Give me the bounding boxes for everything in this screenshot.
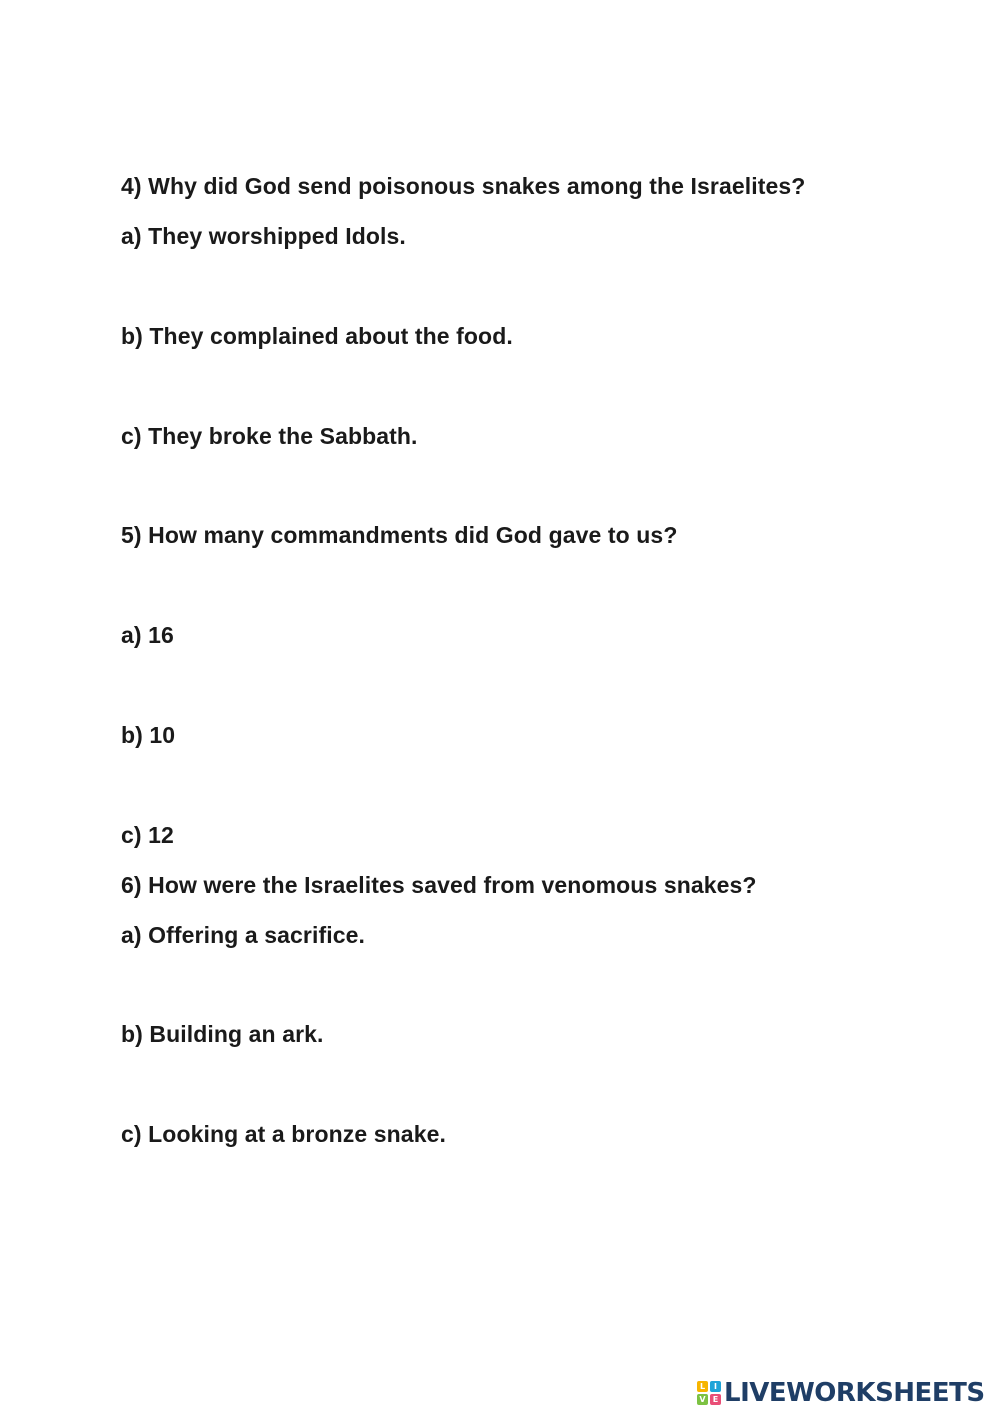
question-5-option-a[interactable]: a) 16 (121, 622, 174, 648)
question-6-text: 6) How were the Israelites saved from venomous snakes? (121, 872, 757, 898)
question-6-option-c[interactable]: c) Looking at a bronze snake. (121, 1121, 446, 1147)
liveworksheets-logo-icon (697, 1381, 721, 1405)
logo-square-i: I (710, 1381, 721, 1392)
question-6-option-b[interactable]: b) Building an ark. (121, 1021, 324, 1047)
question-4-option-c[interactable]: c) They broke the Sabbath. (121, 423, 418, 449)
question-5-option-c[interactable]: c) 12 (121, 822, 174, 848)
logo-square-l: L (697, 1381, 708, 1392)
question-4-text: 4) Why did God send poisonous snakes among the Israelites? (121, 173, 806, 199)
question-5-option-b[interactable]: b) 10 (121, 722, 176, 748)
brand-name: LIVEWORKSHEETS (724, 1378, 985, 1408)
question-6-option-a[interactable]: a) Offering a sacrifice. (121, 922, 365, 948)
question-5-text: 5) How many commandments did God gave to us? (121, 522, 678, 548)
question-4-option-b[interactable]: b) They complained about the food. (121, 323, 513, 349)
logo-square-v: V (697, 1394, 708, 1405)
logo-square-e: E (710, 1394, 721, 1405)
question-4-option-a[interactable]: a) They worshipped Idols. (121, 223, 406, 249)
liveworksheets-brand[interactable] (697, 1377, 985, 1409)
